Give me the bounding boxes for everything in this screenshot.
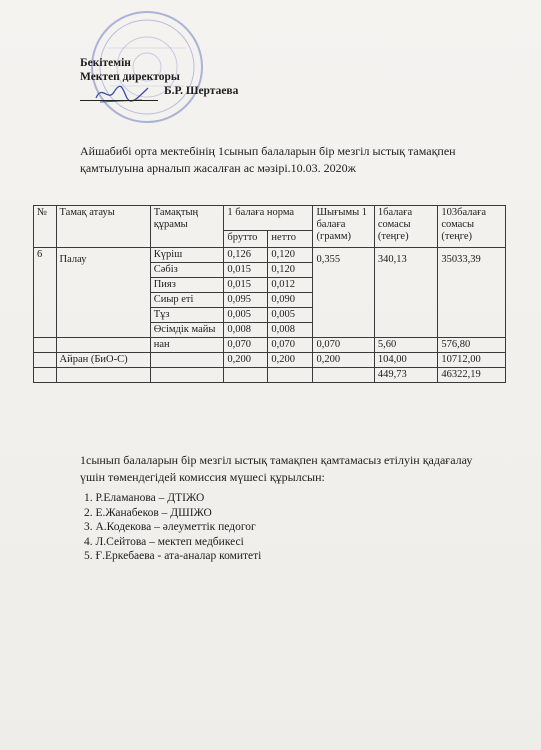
ingredient-net: 0,090 [268, 293, 313, 308]
ingredient-net: 0,005 [268, 308, 313, 323]
list-item: 3. А.Кодекова – әлеуметтік педогог [84, 521, 256, 533]
empty-cell [150, 368, 224, 383]
dish-usage: 0,355 [313, 248, 374, 338]
empty-cell [34, 368, 57, 383]
table-header-row [34, 206, 506, 231]
ingredient-name: Пияз [150, 278, 224, 293]
ingredient-gross: 0,015 [224, 263, 268, 278]
empty-cell [34, 338, 57, 353]
ayran-gross: 0,200 [224, 353, 268, 368]
ingredient-net: 0,012 [268, 278, 313, 293]
bread-cost-one: 5,60 [374, 338, 437, 353]
ingredient-gross: 0,126 [224, 248, 268, 263]
dish-num: 6 [34, 248, 57, 338]
ingredient-name: Тұз [150, 308, 224, 323]
table-row [34, 248, 506, 263]
ingredient-gross: 0,015 [224, 278, 268, 293]
empty-cell [56, 368, 150, 383]
approval-position: Мектеп директоры [80, 71, 180, 83]
ingredient-name: Күріш [150, 248, 224, 263]
list-item: 5. Ғ.Еркебаева - ата-аналар комитеті [84, 550, 262, 562]
approval-director-name: Б.Р. Шертаева [164, 85, 239, 97]
ingredient-gross: 0,095 [224, 293, 268, 308]
table-row [34, 338, 506, 353]
ingredient-gross: 0,008 [224, 323, 268, 338]
bread-net: 0,070 [268, 338, 313, 353]
commission-members-list [84, 491, 384, 564]
empty-cell [150, 353, 224, 368]
header-norm: 1 балаға норма [224, 206, 313, 231]
header-cost-one: 1балаға сомасы (теңге) [374, 206, 437, 248]
ayran-cost-total: 10712,00 [438, 353, 506, 368]
header-usage: Шығымы 1 балаға (грамм) [313, 206, 374, 248]
header-cost-total: 103балаға сомасы (теңге) [438, 206, 506, 248]
ayran-net: 0,200 [268, 353, 313, 368]
empty-cell [313, 368, 374, 383]
empty-cell [224, 368, 268, 383]
menu-table [33, 205, 506, 383]
ingredient-net: 0,120 [268, 248, 313, 263]
list-item: 4. Л.Сейтова – мектеп медбикесі [84, 535, 244, 548]
commission-text: 1сынып балаларын бір мезгіл ыстық тамақпен қамтамасыз етілуін қадағалау үшін төмендегідей комиссия мүшесі құрылсын: [80, 453, 473, 484]
empty-cell [56, 338, 150, 353]
dish-cost-total: 35033,39 [438, 248, 506, 338]
list-item: 2. Е.Жанабеков – ДШІЖО [84, 506, 212, 519]
table-total-row [34, 368, 506, 383]
dish-name: Палау [56, 248, 150, 338]
header-num: № [34, 206, 57, 248]
bread-usage: 0,070 [313, 338, 374, 353]
list-item: 1. Р.Еламанова – ДТІЖО [84, 492, 205, 504]
total-cost-total: 46322,19 [438, 368, 506, 383]
ayran-usage: 0,200 [313, 353, 374, 368]
signature-line [80, 100, 158, 101]
header-net: нетто [268, 231, 313, 248]
ayran-name: Айран (БиО-С) [56, 353, 150, 368]
header-gross: брутто [224, 231, 268, 248]
ingredient-name: Өсімдік майы [150, 323, 224, 338]
approval-block [80, 56, 280, 98]
bread-gross: 0,070 [224, 338, 268, 353]
header-dish-name: Тамақ атауы [56, 206, 150, 248]
ingredient-name: Сиыр еті [150, 293, 224, 308]
ingredient-gross: 0,005 [224, 308, 268, 323]
approval-title: Бекітемін [80, 57, 131, 69]
table-row [34, 353, 506, 368]
ayran-cost-one: 104,00 [374, 353, 437, 368]
dish-cost-one: 340,13 [374, 248, 437, 338]
ingredient-net: 0,120 [268, 263, 313, 278]
empty-cell [268, 368, 313, 383]
empty-cell [34, 353, 57, 368]
ingredient-name: Сәбіз [150, 263, 224, 278]
bread-name: нан [150, 338, 224, 353]
menu-title: Айшабибі орта мектебінің 1сынып балаларын бір мезгіл ыстық тамақпен қамтылуына арналып жасалған ас мәзірі.10.03. 2020ж [80, 144, 456, 175]
bread-cost-total: 576,80 [438, 338, 506, 353]
total-cost-one: 449,73 [374, 368, 437, 383]
ingredient-net: 0,008 [268, 323, 313, 338]
header-composition: Тамақтың құрамы [150, 206, 224, 248]
